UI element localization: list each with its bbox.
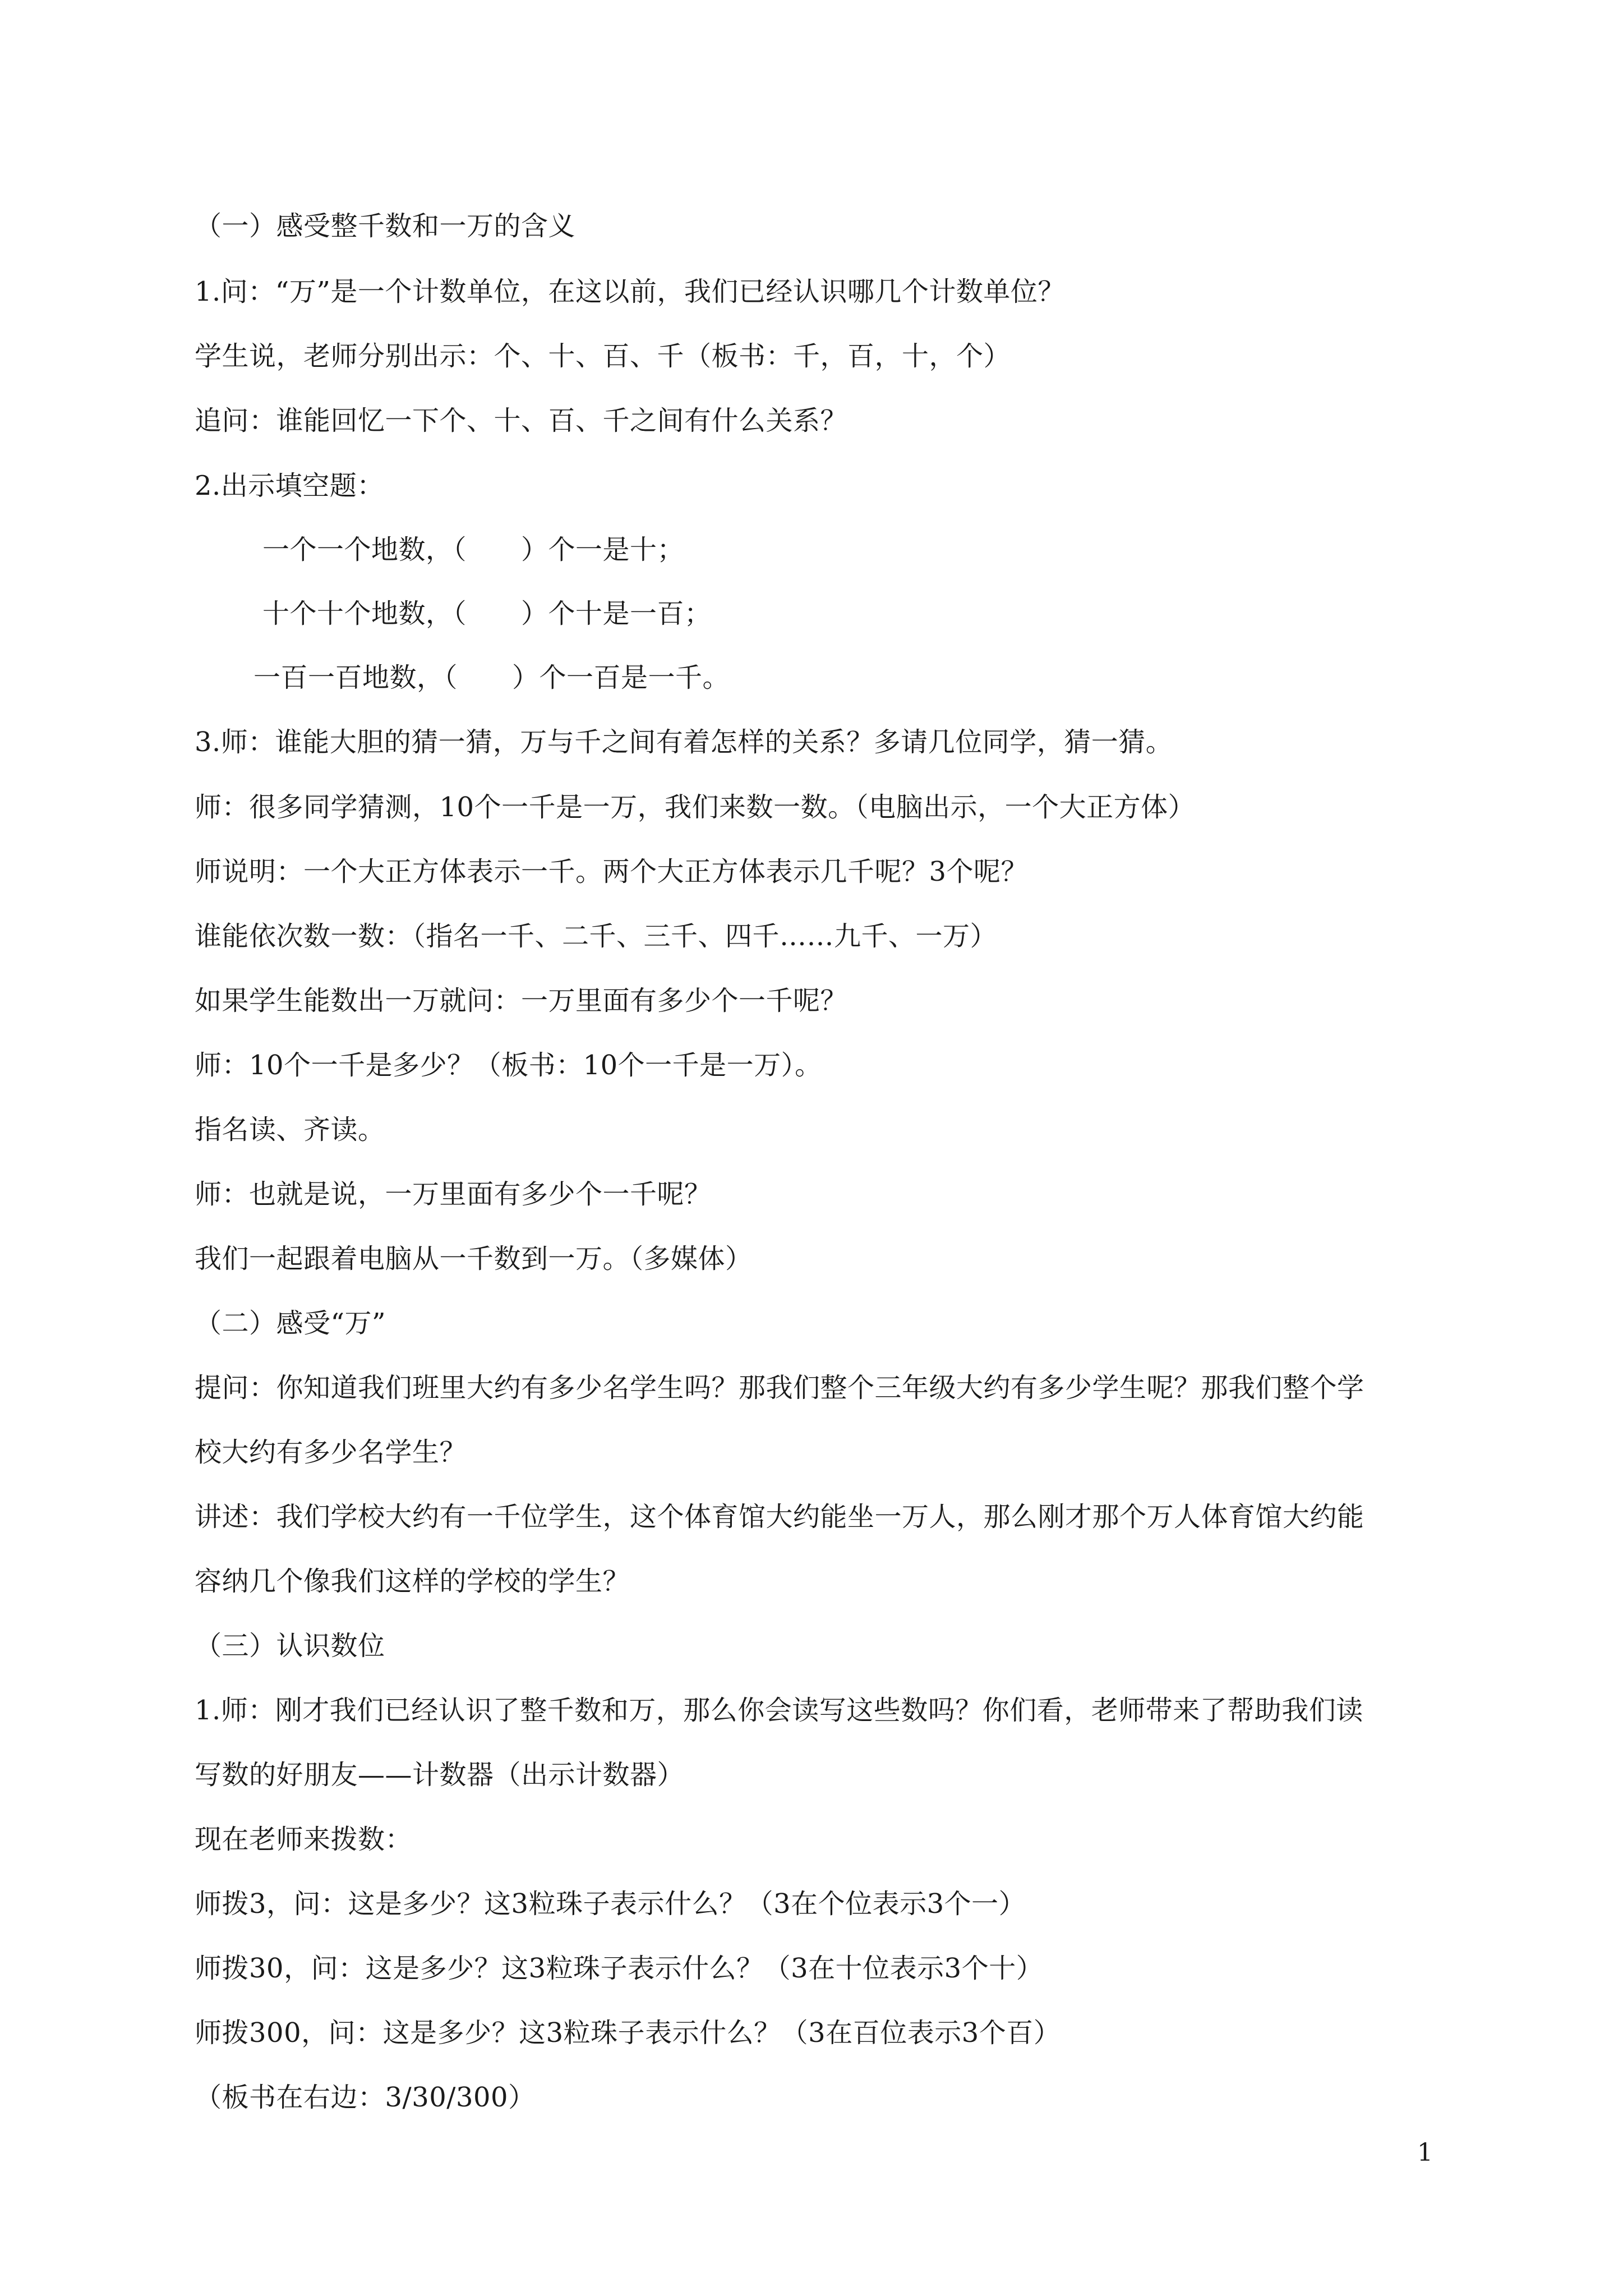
paragraph-line: 师：很多同学猜测，10个一千是一万，我们来数一数。（电脑出示，一个大正方体） [195, 792, 1196, 823]
paragraph-line: 师拨30，问：这是多少？这3粒珠子表示什么？（3在十位表示3个十） [195, 1953, 1044, 1984]
section-heading-1: （一）感受整千数和一万的含义 [195, 210, 576, 242]
paragraph-line: 写数的好朋友——计数器（出示计数器） [195, 1759, 685, 1791]
paragraph-line: 1.师：刚才我们已经认识了整千数和万，那么你会读写这些数吗？你们看，老师带来了帮助我们读 [195, 1695, 1363, 1726]
paragraph-line: 追问：谁能回忆一下个、十、百、千之间有什么关系？ [195, 405, 848, 436]
section-heading-3: （三）认识数位 [195, 1630, 385, 1662]
paragraph-line: 提问：你知道我们班里大约有多少名学生吗？那我们整个三年级大约有多少学生呢？那我们整个学 [195, 1372, 1364, 1404]
paragraph-line: （板书在右边：3/30/300） [195, 2082, 536, 2113]
paragraph-line: 我们一起跟着电脑从一千数到一万。（多媒体） [195, 1243, 753, 1274]
fill-blank-line: 一百一百地数，（ ）个一百是一千。 [253, 662, 730, 693]
paragraph-line: 讲述：我们学校大约有一千位学生，这个体育馆大约能坐一万人，那么刚才那个万人体育馆大约能 [195, 1501, 1364, 1533]
fill-blank-line: 十个十个地数，（ ）个十是一百； [262, 598, 712, 629]
paragraph-line: 3.师：谁能大胆的猜一猜，万与千之间有着怎样的关系？多请几位同学，猜一猜。 [195, 726, 1173, 758]
paragraph-line: 校大约有多少名学生？ [195, 1437, 467, 1468]
paragraph-line: 现在老师来拨数： [195, 1824, 413, 1855]
paragraph-line: 如果学生能数出一万就问：一万里面有多少个一千呢？ [195, 985, 848, 1016]
paragraph-line: 师说明：一个大正方体表示一千。两个大正方体表示几千呢？3个呢？ [195, 856, 1029, 887]
paragraph-line: 师拨3，问：这是多少？这3粒珠子表示什么？（3在个位表示3个一） [195, 1888, 1026, 1920]
paragraph-line: 师：也就是说，一万里面有多少个一千呢？ [195, 1179, 712, 1210]
page-number: 1 [1417, 2138, 1433, 2167]
paragraph-line: 学生说，老师分别出示：个、十、百、千（板书：千，百，十，个） [195, 341, 1011, 372]
paragraph-line: 师拨300，问：这是多少？这3粒珠子表示什么？（3在百位表示3个百） [195, 2017, 1061, 2049]
paragraph-line: 师：10个一千是多少？（板书：10个一千是一万）。 [195, 1050, 822, 1081]
paragraph-line: 谁能依次数一数：（指名一千、二千、三千、四千……九千、一万） [195, 921, 998, 952]
paragraph-line: 指名读、齐读。 [195, 1114, 385, 1145]
fill-blank-line: 一个一个地数，（ ）个一是十； [262, 534, 685, 565]
paragraph-line: 2.出示填空题： [195, 470, 384, 501]
paragraph-line: 容纳几个像我们这样的学校的学生？ [195, 1566, 630, 1597]
paragraph-line: 1.问：“万”是一个计数单位，在这以前，我们已经认识哪几个计数单位？ [195, 276, 1065, 307]
section-heading-2: （二）感受“万” [195, 1308, 386, 1339]
